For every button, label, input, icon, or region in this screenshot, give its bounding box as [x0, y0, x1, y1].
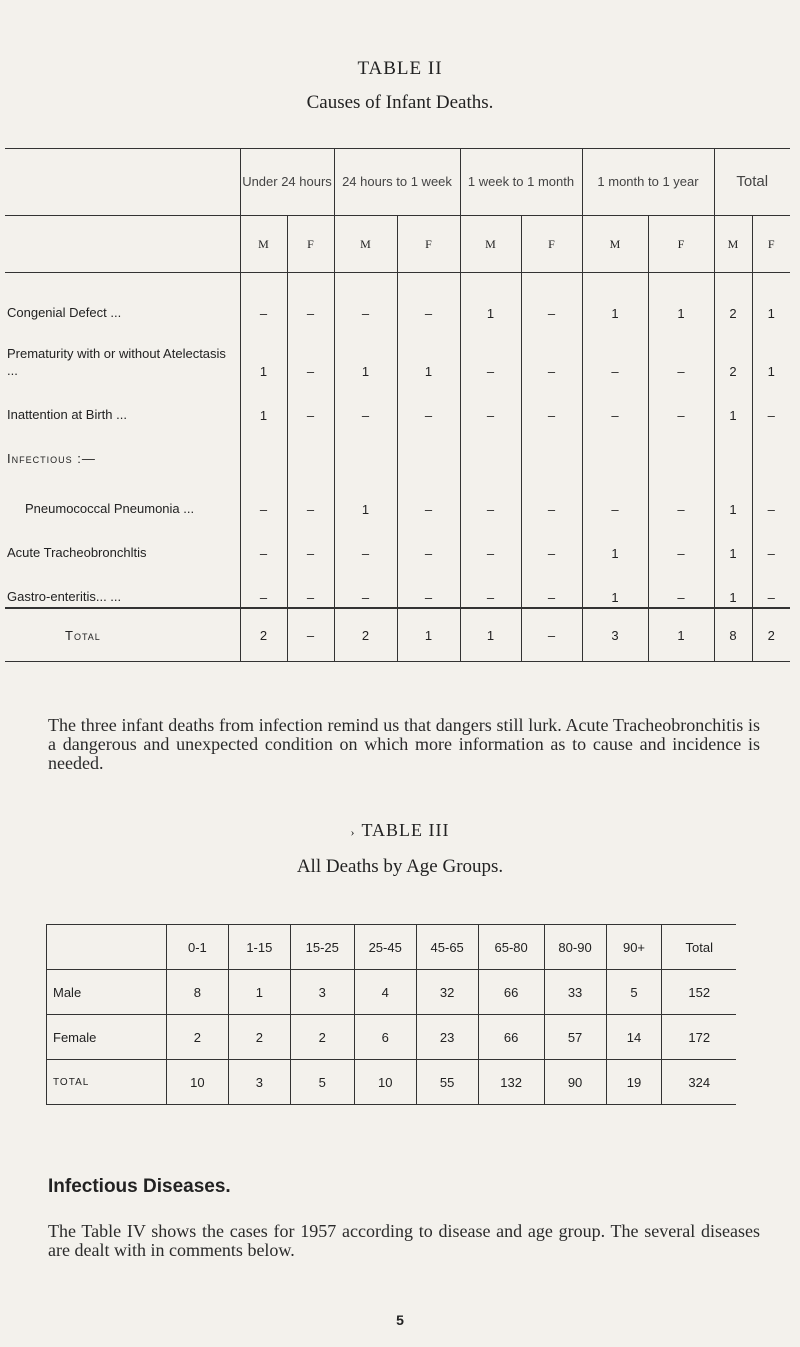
table-row	[47, 970, 737, 1015]
paragraph-infant-deaths: The three infant deaths from infection remind us that dangers still lurk. Acute Tracheobronchitis is a dangerous and unexpected condition on which more information as to cause and incidence is needed.	[48, 715, 760, 773]
sex-header: M	[334, 216, 397, 273]
column-header: Total	[662, 925, 736, 970]
table-cell: –	[460, 381, 521, 425]
table-cell: 2	[228, 1015, 290, 1060]
row-label: Gastro-enteritis... ...	[7, 589, 122, 604]
table3-title-text: TABLE III	[361, 820, 450, 840]
table-cell: 2	[290, 1015, 354, 1060]
table-cell: 10	[354, 1060, 416, 1105]
table-cell: 172	[662, 1015, 736, 1060]
table2-subtitle: Causes of Infant Deaths.	[306, 92, 494, 113]
sex-header: M	[714, 216, 752, 273]
table-header-row	[47, 925, 737, 970]
table-cell: 1	[714, 469, 752, 519]
row-label: Pneumococcal Pneumonia ...	[25, 501, 195, 516]
column-header: 25-45	[354, 925, 416, 970]
table-cell: 152	[662, 970, 736, 1015]
column-header: 90+	[606, 925, 662, 970]
table-cell: –	[521, 273, 582, 324]
column-header: 1-15	[228, 925, 290, 970]
table-row	[5, 381, 790, 425]
column-header: 80-90	[544, 925, 606, 970]
table-cell: –	[397, 381, 460, 425]
sex-header: F	[397, 216, 460, 273]
table-cell: 33	[544, 970, 606, 1015]
table-row	[5, 469, 790, 519]
table-cell: –	[648, 519, 714, 563]
table-cell: –	[752, 469, 790, 519]
sex-header: M	[240, 216, 287, 273]
table-cell: 8	[714, 608, 752, 662]
table2-group-header: 1 week to 1 month	[460, 149, 582, 216]
table-cell: –	[334, 273, 397, 324]
table-row	[5, 519, 790, 563]
table-cell: 1	[582, 519, 648, 563]
infant-deaths-table	[5, 148, 790, 662]
table-cell: 1	[714, 563, 752, 608]
table-cell	[752, 425, 790, 469]
sex-header: F	[521, 216, 582, 273]
table-cell: –	[287, 381, 334, 425]
table-cell: –	[648, 323, 714, 381]
table-cell: 1	[648, 608, 714, 662]
table-cell: 14	[606, 1015, 662, 1060]
column-header: 0-1	[166, 925, 228, 970]
table2-group-header: Total	[714, 149, 790, 216]
table-cell: 19	[606, 1060, 662, 1105]
table2-group-header: 24 hours to 1 week	[334, 149, 460, 216]
sex-header: F	[648, 216, 714, 273]
table-cell: –	[240, 563, 287, 608]
table-cell: 90	[544, 1060, 606, 1105]
deaths-by-age-table	[46, 924, 736, 1105]
table-cell: –	[397, 519, 460, 563]
table-cell: –	[752, 563, 790, 608]
table-cell: –	[648, 563, 714, 608]
table-cell	[397, 425, 460, 469]
table-cell	[240, 425, 287, 469]
table-cell: 2	[714, 273, 752, 324]
table2-group-header: 1 month to 1 year	[582, 149, 714, 216]
table-cell: 4	[354, 970, 416, 1015]
row-label: Prematurity with or without Atelectasis ...	[7, 346, 226, 378]
table-cell: –	[582, 323, 648, 381]
sex-header: M	[582, 216, 648, 273]
table-cell: 1	[752, 273, 790, 324]
table-cell: 132	[478, 1060, 544, 1105]
table-cell: –	[240, 273, 287, 324]
table-row	[5, 425, 790, 469]
page-number: 5	[396, 1312, 404, 1328]
table-cell: –	[397, 563, 460, 608]
table-cell: –	[460, 469, 521, 519]
table-cell: –	[287, 519, 334, 563]
table-cell: –	[287, 469, 334, 519]
table-cell: –	[287, 608, 334, 662]
table2-corner	[5, 216, 240, 273]
table-cell: 1	[240, 323, 287, 381]
table-cell: –	[752, 381, 790, 425]
table-cell: 2	[334, 608, 397, 662]
table-cell: 2	[166, 1015, 228, 1060]
table-cell: 2	[240, 608, 287, 662]
table-cell: 5	[290, 1060, 354, 1105]
table-row	[47, 1015, 737, 1060]
table-cell: 32	[416, 970, 478, 1015]
table-row	[5, 563, 790, 608]
table3-title: › TABLE III	[350, 820, 450, 840]
table-cell: 1	[648, 273, 714, 324]
table-cell: –	[334, 519, 397, 563]
section-heading: Infectious Diseases.	[48, 1176, 231, 1197]
table2-title: TABLE II	[357, 58, 443, 79]
table2-total-row	[5, 608, 790, 662]
row-label: Male	[47, 970, 167, 1015]
table2-group-header: Under 24 hours	[240, 149, 334, 216]
table-cell: 55	[416, 1060, 478, 1105]
table-cell: –	[582, 469, 648, 519]
table-cell: –	[521, 608, 582, 662]
table-cell: –	[287, 273, 334, 324]
table2-total-label: Total	[65, 627, 101, 643]
table-cell: 324	[662, 1060, 736, 1105]
table-cell	[714, 425, 752, 469]
table-cell: 5	[606, 970, 662, 1015]
row-label: Acute Tracheobronchltis	[7, 545, 147, 560]
table-cell: 8	[166, 970, 228, 1015]
table-cell: 1	[752, 323, 790, 381]
table-cell	[582, 425, 648, 469]
column-header: 65-80	[478, 925, 544, 970]
table3-subtitle: All Deaths by Age Groups.	[296, 856, 504, 877]
table-cell: –	[521, 519, 582, 563]
table-cell	[334, 425, 397, 469]
table-cell: 1	[582, 273, 648, 324]
table-cell: –	[521, 381, 582, 425]
table-cell: 3	[582, 608, 648, 662]
table-cell: 1	[460, 608, 521, 662]
table-cell: 57	[544, 1015, 606, 1060]
table-cell: 1	[334, 323, 397, 381]
row-label: Female	[47, 1015, 167, 1060]
table-row	[5, 323, 790, 381]
table-row	[47, 1060, 737, 1105]
table-cell	[521, 425, 582, 469]
table-cell: –	[582, 381, 648, 425]
table-cell: –	[334, 381, 397, 425]
table-cell: –	[397, 273, 460, 324]
table-cell: 1	[582, 563, 648, 608]
table-cell: –	[240, 519, 287, 563]
table-cell: 1	[397, 323, 460, 381]
table-cell: –	[334, 563, 397, 608]
table-cell: –	[460, 519, 521, 563]
table-cell: 2	[752, 608, 790, 662]
table-cell: –	[521, 323, 582, 381]
table-row	[5, 273, 790, 324]
table-cell: 66	[478, 970, 544, 1015]
table-cell: 1	[228, 970, 290, 1015]
row-label: Congenial Defect ...	[7, 305, 122, 320]
table-cell: 3	[290, 970, 354, 1015]
row-label: Inattention at Birth ...	[7, 407, 127, 422]
table-cell: 1	[240, 381, 287, 425]
table-cell: –	[460, 563, 521, 608]
table-cell: 2	[714, 323, 752, 381]
table-cell: –	[521, 469, 582, 519]
table-cell: –	[521, 563, 582, 608]
table-cell: –	[648, 469, 714, 519]
table-cell: –	[287, 563, 334, 608]
table-cell: 23	[416, 1015, 478, 1060]
table-cell: 66	[478, 1015, 544, 1060]
table-cell: 1	[334, 469, 397, 519]
table-cell: –	[287, 323, 334, 381]
table-cell: –	[752, 519, 790, 563]
table-cell	[648, 425, 714, 469]
table-cell: 3	[228, 1060, 290, 1105]
table2-corner	[5, 149, 240, 216]
table-cell: 1	[714, 381, 752, 425]
table-cell: –	[648, 381, 714, 425]
table-cell: 10	[166, 1060, 228, 1105]
table-cell: 1	[460, 273, 521, 324]
table-cell: 1	[397, 608, 460, 662]
row-label: TOTAL	[47, 1060, 167, 1105]
sex-header: F	[287, 216, 334, 273]
table-cell: –	[240, 469, 287, 519]
sex-header: F	[752, 216, 790, 273]
sex-header: M	[460, 216, 521, 273]
paragraph-infectious: The Table IV shows the cases for 1957 according to disease and age group. The several diseases are dealt with in comments below.	[48, 1221, 760, 1260]
column-header: 45-65	[416, 925, 478, 970]
table-cell: –	[460, 323, 521, 381]
column-header: 15-25	[290, 925, 354, 970]
table-cell	[287, 425, 334, 469]
table-cell	[460, 425, 521, 469]
table-cell: –	[397, 469, 460, 519]
row-label: Infectious :—	[7, 451, 96, 466]
table3-corner	[47, 925, 167, 970]
table-cell: 1	[714, 519, 752, 563]
table-cell: 6	[354, 1015, 416, 1060]
